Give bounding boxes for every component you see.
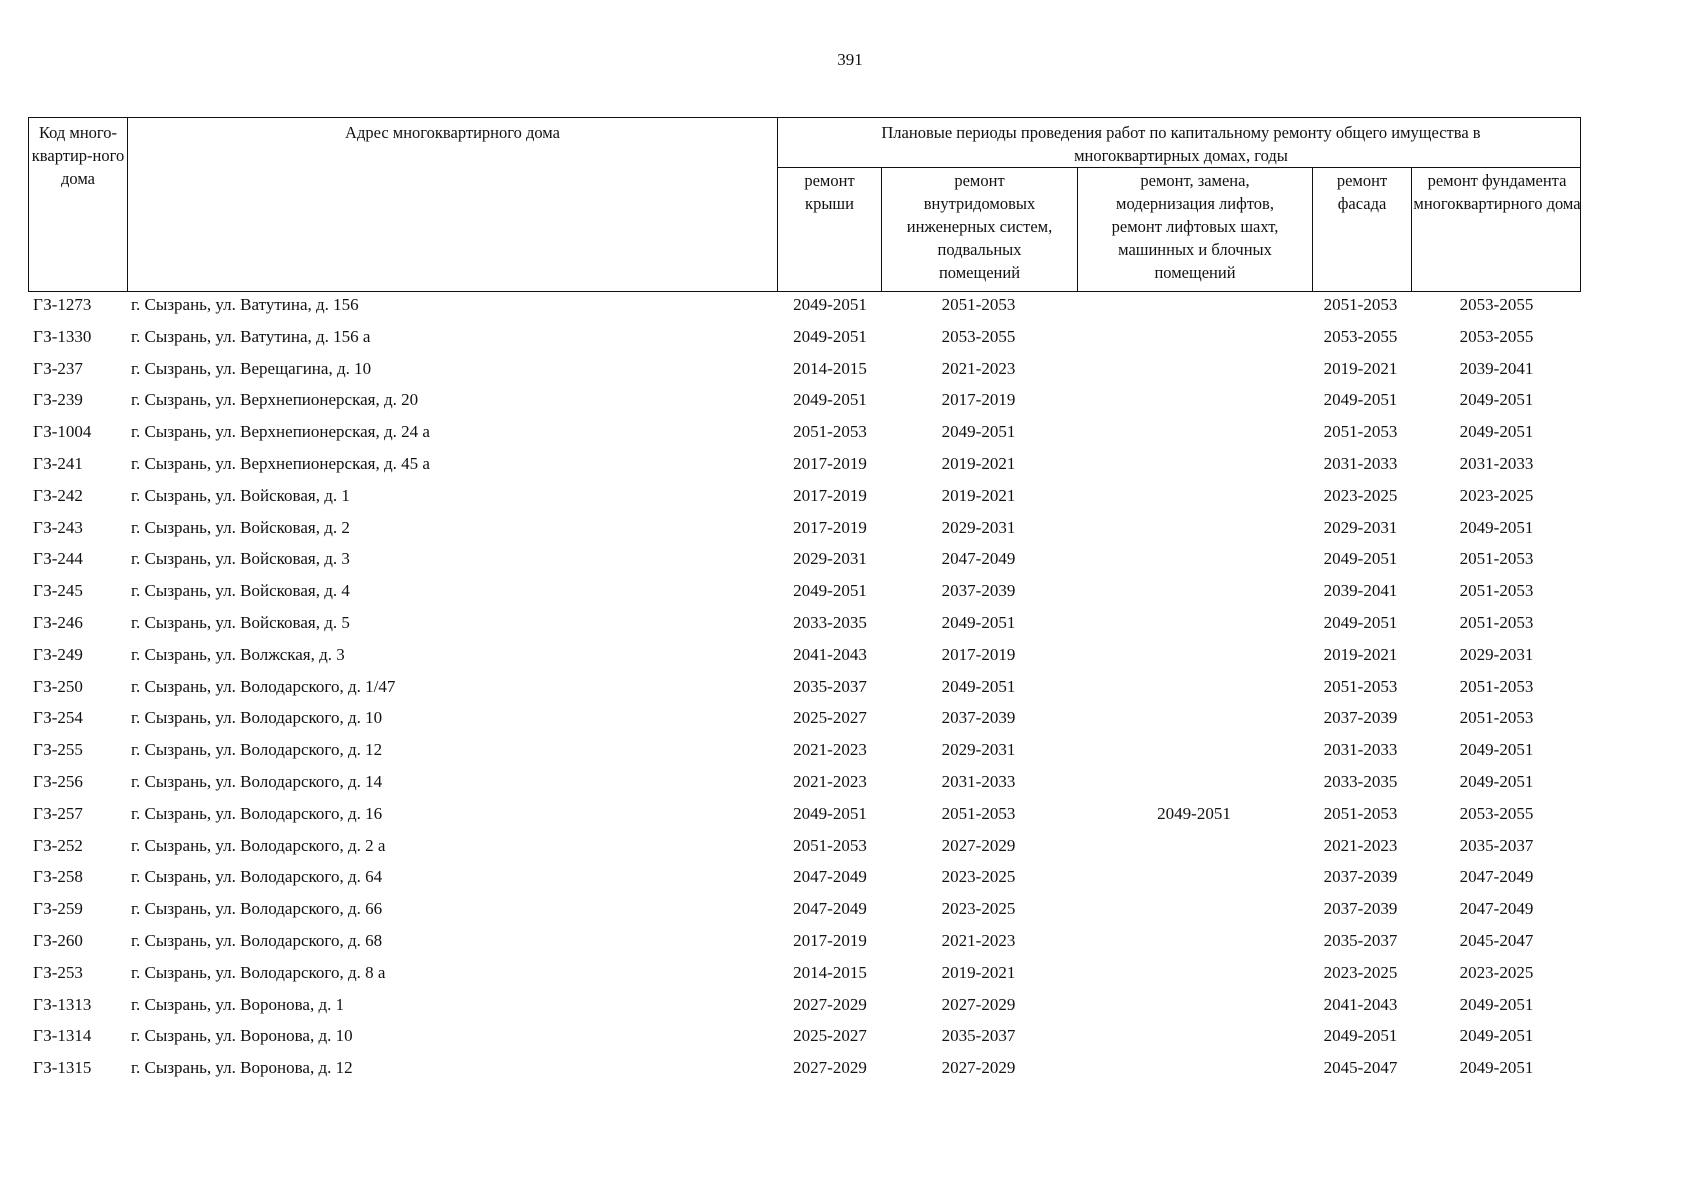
cell-facade: 2051-2053 [1323,422,1398,442]
header-address: Адрес многоквартирного дома [345,123,560,142]
cell-address: г. Сызрань, ул. Войсковая, д. 5 [131,612,350,632]
cell-code: ГЗ-1273 [33,295,92,314]
cell-engineering: 2035-2037 [941,1026,1016,1046]
cell-code: ГЗ-242 [33,485,83,505]
cell-address: г. Сызрань, ул. Ватутина, д. 156 а [131,326,371,346]
divider [777,118,778,291]
cell-engineering: 2051-2053 [941,803,1016,823]
cell-roof: 2014-2015 [793,358,867,378]
cell-address: г. Сызрань, ул. Верхнепионерская, д. 45 а [131,453,430,473]
cell-roof: 2051-2053 [793,835,867,855]
table-row [0,607,1700,639]
cell-foundation: 2045-2047 [1459,930,1534,950]
cell-roof: 2029-2031 [793,549,867,569]
cell-engineering: 2023-2025 [941,899,1016,919]
cell-roof: 2025-2027 [793,1026,867,1046]
cell-foundation: 2049-2051 [1459,422,1534,442]
cell-engineering: 2029-2031 [941,517,1016,537]
cell-engineering: 2019-2021 [941,485,1016,505]
table-row [0,480,1700,512]
header-roof: ремонт крыши [804,171,855,213]
table-row [0,925,1700,957]
cell-foundation: 2053-2055 [1459,803,1534,823]
cell-address: г. Сызрань, ул. Войсковая, д. 3 [131,549,350,569]
cell-code: ГЗ-1314 [33,1026,92,1046]
cell-code: ГЗ-252 [33,835,83,855]
cell-roof: 2051-2053 [793,422,867,442]
cell-engineering: 2031-2033 [941,771,1016,791]
cell-code: ГЗ-253 [33,962,83,982]
header-engineering: ремонт внутридомовых инженерных систем, подвальных помещений [906,171,1053,282]
table-row [0,861,1700,893]
header-facade: ремонт фасада [1336,171,1388,213]
cell-engineering: 2037-2039 [941,581,1016,601]
table-row [0,830,1700,862]
cell-code: ГЗ-257 [33,803,83,823]
cell-foundation: 2051-2053 [1459,708,1534,728]
cell-facade: 2019-2021 [1323,644,1398,664]
cell-roof: 2021-2023 [793,771,867,791]
cell-foundation: 2023-2025 [1459,485,1534,505]
table-row [0,321,1700,353]
cell-facade: 2051-2053 [1323,295,1398,314]
cell-engineering: 2049-2051 [941,676,1016,696]
cell-roof: 2047-2049 [793,899,867,919]
cell-engineering: 2049-2051 [941,612,1016,632]
table-row [0,575,1700,607]
table-row [0,1052,1700,1084]
cell-facade: 2037-2039 [1323,867,1398,887]
header-lifts: ремонт, замена, модернизация лифтов, ремонт лифтовых шахт, машинных и блочных помещений [1111,171,1279,282]
cell-facade: 2049-2051 [1323,390,1398,410]
cell-address: г. Сызрань, ул. Войсковая, д. 4 [131,581,350,601]
cell-facade: 2049-2051 [1323,549,1398,569]
cell-facade: 2033-2035 [1323,771,1398,791]
divider [1077,167,1078,291]
cell-code: ГЗ-259 [33,899,83,919]
cell-code: ГЗ-1330 [33,326,92,346]
cell-roof: 2017-2019 [793,930,867,950]
cell-roof: 2021-2023 [793,740,867,760]
cell-facade: 2035-2037 [1323,930,1398,950]
cell-address: г. Сызрань, ул. Верхнепионерская, д. 24 а [131,422,430,442]
cell-engineering: 2021-2023 [941,358,1016,378]
cell-address: г. Сызрань, ул. Воронова, д. 10 [131,1026,353,1046]
table-row [0,957,1700,989]
cell-foundation: 2023-2025 [1459,962,1534,982]
cell-roof: 2049-2051 [793,326,867,346]
table-row [0,353,1700,385]
cell-roof: 2047-2049 [793,867,867,887]
cell-code: ГЗ-245 [33,581,83,601]
cell-foundation: 2029-2031 [1459,644,1534,664]
cell-facade: 2053-2055 [1323,326,1398,346]
cell-engineering: 2053-2055 [941,326,1016,346]
cell-address: г. Сызрань, ул. Ватутина, д. 156 [131,295,359,314]
table-row [0,639,1700,671]
cell-address: г. Сызрань, ул. Володарского, д. 12 [131,740,383,760]
cell-foundation: 2051-2053 [1459,549,1534,569]
cell-facade: 2051-2053 [1323,803,1398,823]
table-row [0,734,1700,766]
table-row [0,766,1700,798]
cell-facade: 2029-2031 [1323,517,1398,537]
cell-facade: 2031-2033 [1323,740,1398,760]
cell-code: ГЗ-250 [33,676,83,696]
cell-facade: 2037-2039 [1323,899,1398,919]
cell-engineering: 2029-2031 [941,740,1016,760]
table-row [0,448,1700,480]
cell-engineering: 2019-2021 [941,453,1016,473]
divider [1411,167,1412,291]
cell-foundation: 2049-2051 [1459,390,1534,410]
cell-code: ГЗ-1313 [33,994,92,1014]
divider [881,167,882,291]
cell-address: г. Сызрань, ул. Володарского, д. 1/47 [131,676,396,696]
cell-foundation: 2039-2041 [1459,358,1534,378]
cell-engineering: 2017-2019 [941,390,1016,410]
cell-engineering: 2027-2029 [941,1058,1016,1078]
cell-code: ГЗ-254 [33,708,83,728]
cell-address: г. Сызрань, ул. Воронова, д. 1 [131,994,345,1014]
cell-foundation: 2031-2033 [1459,453,1534,473]
cell-foundation: 2047-2049 [1459,899,1534,919]
cell-foundation: 2049-2051 [1459,740,1534,760]
cell-foundation: 2049-2051 [1459,771,1534,791]
cell-roof: 2014-2015 [793,962,867,982]
cell-facade: 2041-2043 [1323,994,1398,1014]
cell-engineering: 2019-2021 [941,962,1016,982]
cell-foundation: 2051-2053 [1459,676,1534,696]
cell-code: ГЗ-241 [33,453,83,473]
cell-address: г. Сызрань, ул. Володарского, д. 66 [131,899,383,919]
table-row [0,543,1700,575]
cell-facade: 2051-2053 [1323,676,1398,696]
cell-engineering: 2017-2019 [941,644,1016,664]
table-row [0,416,1700,448]
cell-facade: 2023-2025 [1323,962,1398,982]
cell-address: г. Сызрань, ул. Володарского, д. 16 [131,803,383,823]
cell-roof: 2017-2019 [793,485,867,505]
cell-foundation: 2047-2049 [1459,867,1534,887]
table-row [0,1020,1700,1052]
cell-address: г. Сызрань, ул. Войсковая, д. 1 [131,485,350,505]
cell-facade: 2031-2033 [1323,453,1398,473]
table-row [0,798,1700,830]
cell-roof: 2033-2035 [793,612,867,632]
table-row [0,702,1700,734]
cell-foundation: 2049-2051 [1459,994,1534,1014]
table-body [0,289,1700,1084]
cell-lifts: 2049-2051 [1157,803,1231,823]
header-foundation: ремонт фундамента многоквартирного дома [1413,171,1581,213]
table-header [28,117,1581,292]
cell-facade: 2049-2051 [1323,1026,1398,1046]
cell-facade: 2037-2039 [1323,708,1398,728]
cell-foundation: 2035-2037 [1459,835,1534,855]
table-row [0,289,1700,321]
cell-facade: 2045-2047 [1323,1058,1398,1078]
cell-code: ГЗ-244 [33,549,83,569]
cell-engineering: 2027-2029 [941,835,1016,855]
header-periods-group: Плановые периоды проведения работ по капитальному ремонту общего имущества в многоквартирных домах, годы [881,123,1481,165]
cell-facade: 2023-2025 [1323,485,1398,505]
divider [777,167,1580,168]
cell-code: ГЗ-1004 [33,422,92,442]
cell-foundation: 2049-2051 [1459,1026,1534,1046]
table-row [0,989,1700,1021]
cell-foundation: 2049-2051 [1459,517,1534,537]
cell-engineering: 2051-2053 [941,295,1016,314]
cell-code: ГЗ-260 [33,930,83,950]
cell-engineering: 2037-2039 [941,708,1016,728]
cell-roof: 2035-2037 [793,676,867,696]
table-row [0,384,1700,416]
cell-code: ГЗ-256 [33,771,83,791]
cell-roof: 2025-2027 [793,708,867,728]
cell-address: г. Сызрань, ул. Володарского, д. 64 [131,867,383,887]
cell-facade: 2039-2041 [1323,581,1398,601]
divider [127,118,128,291]
cell-code: ГЗ-249 [33,644,83,664]
cell-address: г. Сызрань, ул. Володарского, д. 2 а [131,835,386,855]
divider [1312,167,1313,291]
cell-code: ГЗ-1315 [33,1058,92,1078]
cell-address: г. Сызрань, ул. Володарского, д. 10 [131,708,383,728]
cell-address: г. Сызрань, ул. Верещагина, д. 10 [131,358,372,378]
cell-roof: 2027-2029 [793,994,867,1014]
page-number: 391 [837,50,863,69]
cell-code: ГЗ-237 [33,358,83,378]
cell-address: г. Сызрань, ул. Воронова, д. 12 [131,1058,353,1078]
cell-code: ГЗ-246 [33,612,83,632]
cell-address: г. Сызрань, ул. Волжская, д. 3 [131,644,345,664]
cell-facade: 2021-2023 [1323,835,1398,855]
cell-code: ГЗ-239 [33,390,83,410]
cell-engineering: 2047-2049 [941,549,1016,569]
cell-roof: 2017-2019 [793,453,867,473]
cell-engineering: 2023-2025 [941,867,1016,887]
cell-roof: 2027-2029 [793,1058,867,1078]
cell-facade: 2049-2051 [1323,612,1398,632]
cell-foundation: 2053-2055 [1459,295,1534,314]
table-row [0,893,1700,925]
cell-roof: 2049-2051 [793,390,867,410]
cell-roof: 2049-2051 [793,295,867,314]
table-row [0,512,1700,544]
cell-foundation: 2053-2055 [1459,326,1534,346]
cell-code: ГЗ-258 [33,867,83,887]
cell-roof: 2041-2043 [793,644,867,664]
cell-engineering: 2021-2023 [941,930,1016,950]
cell-engineering: 2049-2051 [941,422,1016,442]
cell-foundation: 2051-2053 [1459,581,1534,601]
cell-roof: 2017-2019 [793,517,867,537]
cell-code: ГЗ-255 [33,740,83,760]
cell-address: г. Сызрань, ул. Володарского, д. 14 [131,771,383,791]
cell-foundation: 2051-2053 [1459,612,1534,632]
cell-facade: 2019-2021 [1323,358,1398,378]
cell-engineering: 2027-2029 [941,994,1016,1014]
cell-code: ГЗ-243 [33,517,83,537]
cell-address: г. Сызрань, ул. Верхнепионерская, д. 20 [131,390,419,410]
cell-address: г. Сызрань, ул. Володарского, д. 68 [131,930,383,950]
cell-roof: 2049-2051 [793,803,867,823]
cell-address: г. Сызрань, ул. Володарского, д. 8 а [131,962,386,982]
cell-address: г. Сызрань, ул. Войсковая, д. 2 [131,517,350,537]
header-code: Код много-квартир-ного дома [31,123,125,188]
cell-roof: 2049-2051 [793,581,867,601]
cell-foundation: 2049-2051 [1459,1058,1534,1078]
table-row [0,671,1700,703]
